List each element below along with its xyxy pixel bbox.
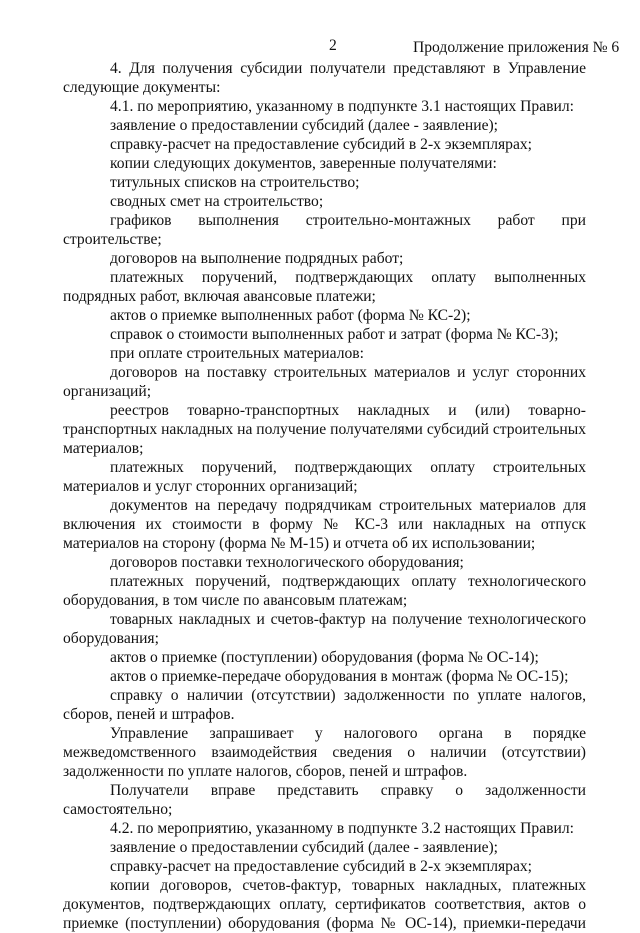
document-body [63, 59, 586, 933]
appendix-continuation-label: Продолжение приложения № 6 [413, 39, 620, 56]
paragraph: актов о приемке (поступлении) оборудования (форма № ОС-14); [110, 649, 539, 666]
paragraph: Управление запрашивает у налогового органа в порядке межведомственного взаимодействия сведения о наличии (отсутствии) задолженности по уплате налогов, сборов, пеней и штрафов. [63, 725, 586, 780]
paragraph: копии договоров, счетов-фактур, товарных накладных, платежных документов, подтверждающих оплату, сертификатов соответствия, актов о приемке (поступлении) оборудования (форма № ОС-14), приемки-передачи [63, 877, 586, 932]
paragraph: справку-расчет на предоставление субсидий в 2-х экземплярах; [110, 136, 532, 153]
paragraph: договоров поставки технологического оборудования; [110, 554, 464, 571]
paragraph: платежных поручений, подтверждающих оплату выполненных подрядных работ, включая авансовые платежи; [63, 269, 586, 305]
paragraph: реестров товарно-транспортных накладных и (или) товарно-транспортных накладных на получение получателями субсидий строительных материалов; [63, 402, 586, 457]
paragraph: 4. Для получения субсидии получатели представляют в Управление следующие документы: [63, 60, 586, 96]
paragraph: справок о стоимости выполненных работ и затрат (форма № КС-3); [110, 326, 559, 343]
paragraph: заявление о предоставлении субсидий (далее - заявление); [110, 839, 499, 856]
paragraph: копии следующих документов, заверенные получателями: [110, 155, 497, 172]
paragraph: документов на передачу подрядчикам строительных материалов для включения их стоимости в форму № КС-3 или накладных на отпуск материалов на сторону (форма № М-15) и отчета об их использовании; [63, 497, 586, 552]
paragraph: договоров на выполнение подрядных работ; [110, 250, 404, 267]
paragraph: платежных поручений, подтверждающих оплату строительных материалов и услуг сторонних организаций; [63, 459, 586, 495]
page-number: 2 [329, 37, 337, 54]
paragraph: Получатели вправе представить справку о задолженности самостоятельно; [63, 782, 586, 818]
paragraph: актов о приемке-передаче оборудования в монтаж (форма № ОС-15); [110, 668, 569, 685]
paragraph: при оплате строительных материалов: [110, 345, 364, 362]
paragraph: 4.1. по мероприятию, указанному в подпункте 3.1 настоящих Правил: [110, 98, 574, 115]
paragraph: сводных смет на строительство; [110, 193, 324, 210]
paragraph: титульных списков на строительство; [110, 174, 360, 191]
paragraph: заявление о предоставлении субсидий (далее - заявление); [110, 117, 499, 134]
paragraph: платежных поручений, подтверждающих оплату технологического оборудования, в том числе по авансовым платежам; [63, 573, 586, 609]
paragraph: договоров на поставку строительных материалов и услуг сторонних организаций; [63, 364, 586, 400]
paragraph: товарных накладных и счетов-фактур на получение технологического оборудования; [63, 611, 586, 647]
paragraph: 4.2. по мероприятию, указанному в подпункте 3.2 настоящих Правил: [110, 820, 574, 837]
paragraph: графиков выполнения строительно-монтажных работ при строительстве; [63, 212, 586, 248]
paragraph: справку-расчет на предоставление субсидий в 2-х экземплярах; [110, 858, 532, 875]
paragraph: актов о приемке выполненных работ (форма № КС-2); [110, 307, 471, 324]
paragraph: справку о наличии (отсутствии) задолженности по уплате налогов, сборов, пеней и штрафов. [63, 687, 586, 723]
